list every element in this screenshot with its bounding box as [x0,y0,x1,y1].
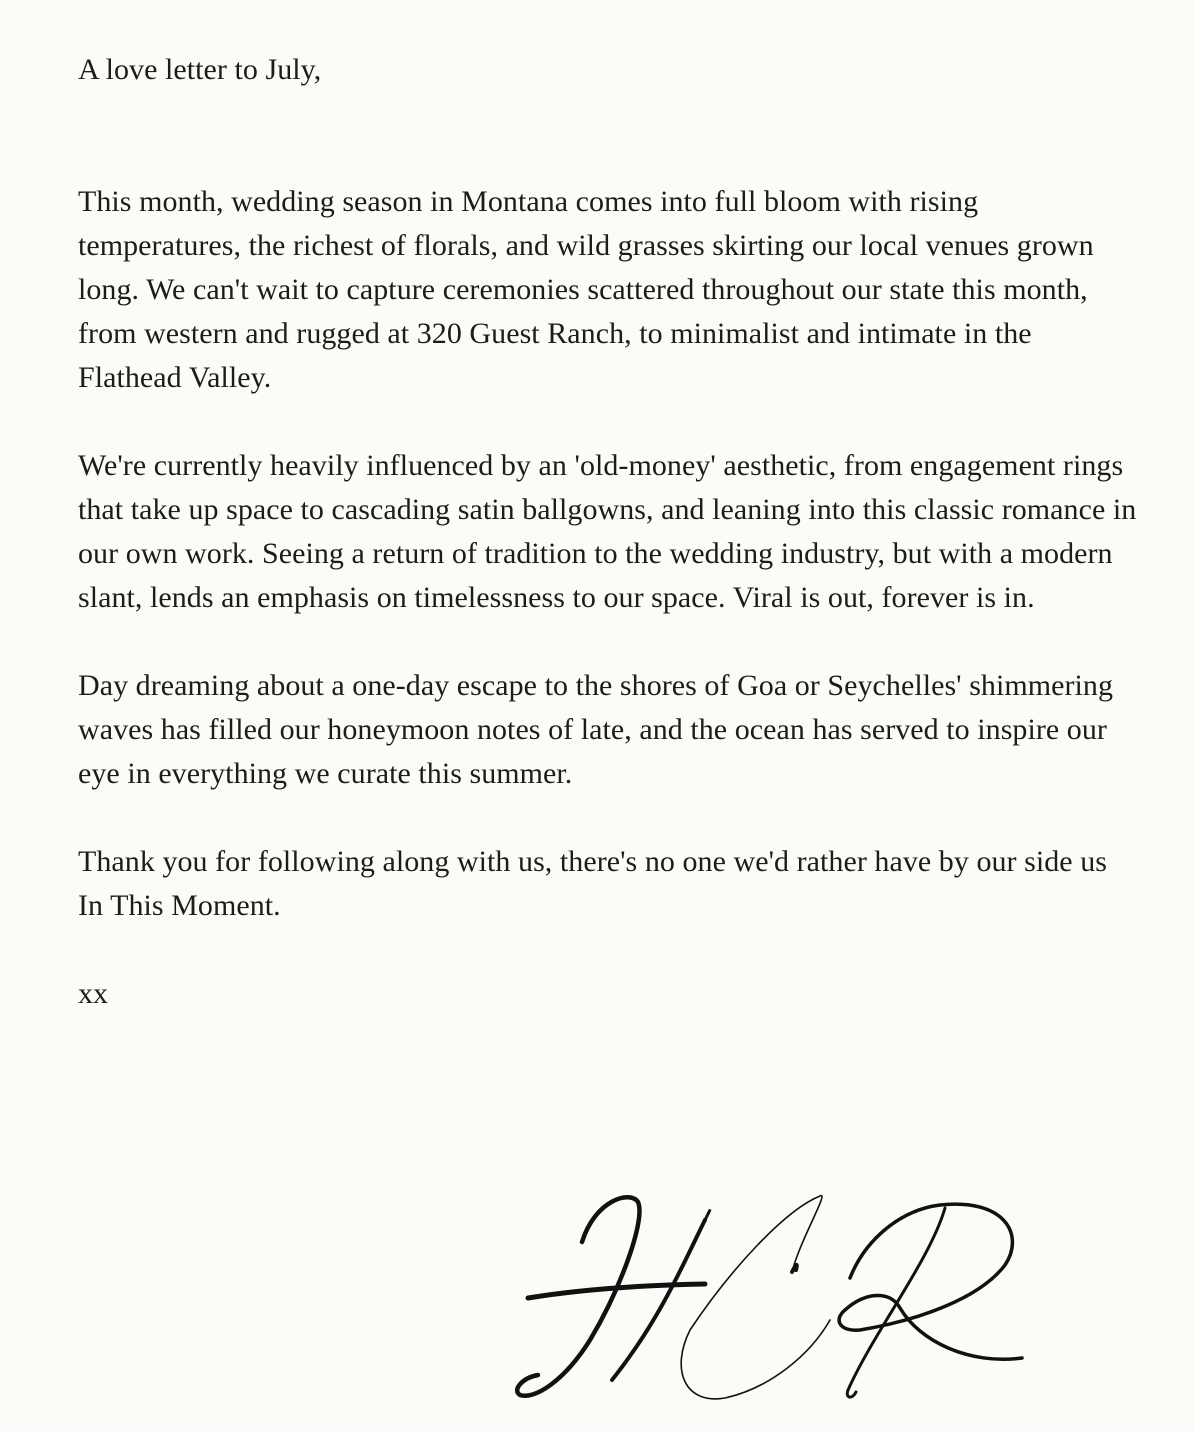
letter-paragraph-4: Thank you for following along with us, there's no one we'd rather have by our side us In This Moment. [78,845,1107,922]
letter-body [78,48,1138,1016]
handwritten-signature [500,1180,1060,1420]
letter-signoff: xx [78,977,109,1010]
letter-greeting: A love letter to July, [78,53,322,86]
letter-paragraph-1: This month, wedding season in Montana comes into full bloom with rising temperatures, the richest of florals, and wild grasses skirting our local venues grown long. We can't wait to capture ceremonies scattered throughout our state this month, from western and rugged at 320 Guest Ranch, to minimalist and intimate in the Flathead Valley. [78,185,1094,394]
letter-paragraph-3: Day dreaming about a one-day escape to the shores of Goa or Seychelles' shimmering waves has filled our honeymoon notes of late, and the ocean has served to inspire our eye in everything we curate this summer. [78,669,1114,790]
letter-paragraph-2: We're currently heavily influenced by an 'old-money' aesthetic, from engagement rings that take up space to cascading satin ballgowns, and leaning into this classic romance in our own work. Seeing a return of tradition to the wedding industry, but with a modern slant, lends an emphasis on timelessness to our space. Viral is out, forever is in. [78,449,1137,614]
